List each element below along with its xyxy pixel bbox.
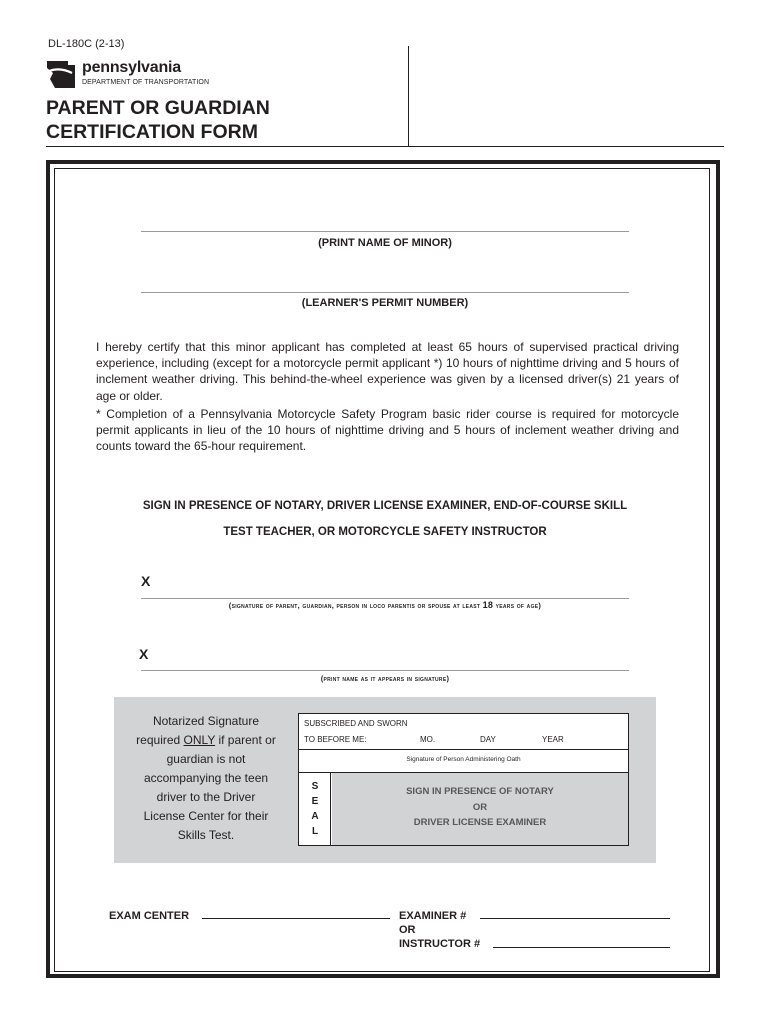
notary-note-only: ONLY bbox=[183, 733, 216, 747]
print-name-x-mark: X bbox=[139, 646, 149, 662]
year-field[interactable]: YEAR bbox=[542, 735, 564, 744]
title-line-1: PARENT OR GUARDIAN bbox=[46, 97, 270, 119]
exam-center-field[interactable] bbox=[202, 918, 390, 919]
instructor-number-field[interactable] bbox=[493, 947, 670, 948]
form-code: DL-180C (2-13) bbox=[48, 38, 125, 50]
print-name-caption: (print name as it appears in signature) bbox=[320, 674, 450, 683]
signature-caption bbox=[141, 600, 629, 610]
logo-department: DEPARTMENT OF TRANSPORTATION bbox=[82, 79, 210, 86]
seal-label bbox=[299, 779, 331, 839]
seal-letter: E bbox=[311, 796, 319, 807]
seal-letter: L bbox=[311, 826, 319, 837]
minor-name-caption: (PRINT NAME OF MINOR) bbox=[318, 237, 452, 249]
print-name-field[interactable] bbox=[141, 670, 629, 671]
permit-number-field[interactable] bbox=[141, 292, 629, 293]
or-label: OR bbox=[399, 924, 416, 936]
signature-caption-age: 18 bbox=[482, 600, 494, 610]
instructor-label: INSTRUCTOR # bbox=[399, 938, 481, 950]
subscribed-label: SUBSCRIBED AND SWORN bbox=[304, 719, 408, 728]
page-title bbox=[46, 96, 270, 144]
before-me-label: TO BEFORE ME: bbox=[304, 735, 367, 744]
signature-caption-post: years of age) bbox=[493, 601, 542, 610]
exam-center-label: EXAM CENTER bbox=[109, 910, 190, 922]
seal-instruction-3: DRIVER LICENSE EXAMINER bbox=[413, 817, 547, 828]
seal-instruction-1: SIGN IN PRESENCE OF NOTARY bbox=[406, 786, 554, 797]
header-rule bbox=[46, 146, 724, 147]
seal-letter: S bbox=[311, 781, 319, 792]
parent-signature-field[interactable] bbox=[141, 598, 629, 599]
title-line-2: CERTIFICATION FORM bbox=[46, 121, 258, 143]
header-divider bbox=[408, 46, 409, 146]
sign-instructions bbox=[90, 493, 680, 545]
minor-name-field[interactable] bbox=[141, 231, 629, 232]
signature-x-mark: X bbox=[141, 573, 151, 589]
certification-paragraph-1: I hereby certify that this minor applicant has completed at least 65 hours of supervised practical driving experience, including (except for a motorcycle permit applicant *) 10 hours of nighttime driving and 5 hours of inclement weather driving. This behind-the-wheel experience was given by a licensed driver(s) 21 years of age or older. bbox=[96, 340, 679, 403]
signature-caption-pre: (signature of parent, guardian, person in loco parentis or spouse at least bbox=[228, 601, 483, 610]
seal-instructions bbox=[332, 784, 628, 831]
notary-note-pre: Notarized Signature required bbox=[136, 714, 260, 747]
notary-note bbox=[136, 712, 276, 845]
examiner-number-field[interactable] bbox=[480, 918, 670, 919]
month-field[interactable]: MO. bbox=[420, 735, 436, 744]
keystone-logo-icon bbox=[46, 57, 76, 89]
seal-instruction-2: OR bbox=[472, 801, 488, 813]
logo-name: pennsylvania bbox=[82, 59, 181, 76]
day-field[interactable]: DAY bbox=[480, 735, 496, 744]
examiner-label: EXAMINER # bbox=[399, 910, 467, 922]
notary-note-post: if parent or guardian is not accompanying the teen driver to the Driver License Center for their Skills Test. bbox=[143, 733, 276, 842]
sign-instructions-line-1: SIGN IN PRESENCE OF NOTARY, DRIVER LICENSE EXAMINER, END-OF-COURSE SKILL bbox=[142, 500, 628, 512]
certification-paragraph-2: * Completion of a Pennsylvania Motorcycle Safety Program basic rider course is required for motorcycle permit applicants in lieu of the 10 hours of nighttime driving and 5 hours of inclement weather driving and counts toward the 65-hour requirement. bbox=[96, 406, 679, 454]
sign-instructions-line-2: TEST TEACHER, OR MOTORCYCLE SAFETY INSTRUCTOR bbox=[223, 526, 547, 538]
notary-box-rule bbox=[299, 749, 628, 750]
oath-signature-field[interactable]: Signature of Person Administering Oath bbox=[406, 756, 521, 763]
certification-text bbox=[96, 339, 679, 456]
permit-number-caption: (LEARNER'S PERMIT NUMBER) bbox=[301, 297, 469, 309]
seal-letter: A bbox=[311, 811, 319, 822]
